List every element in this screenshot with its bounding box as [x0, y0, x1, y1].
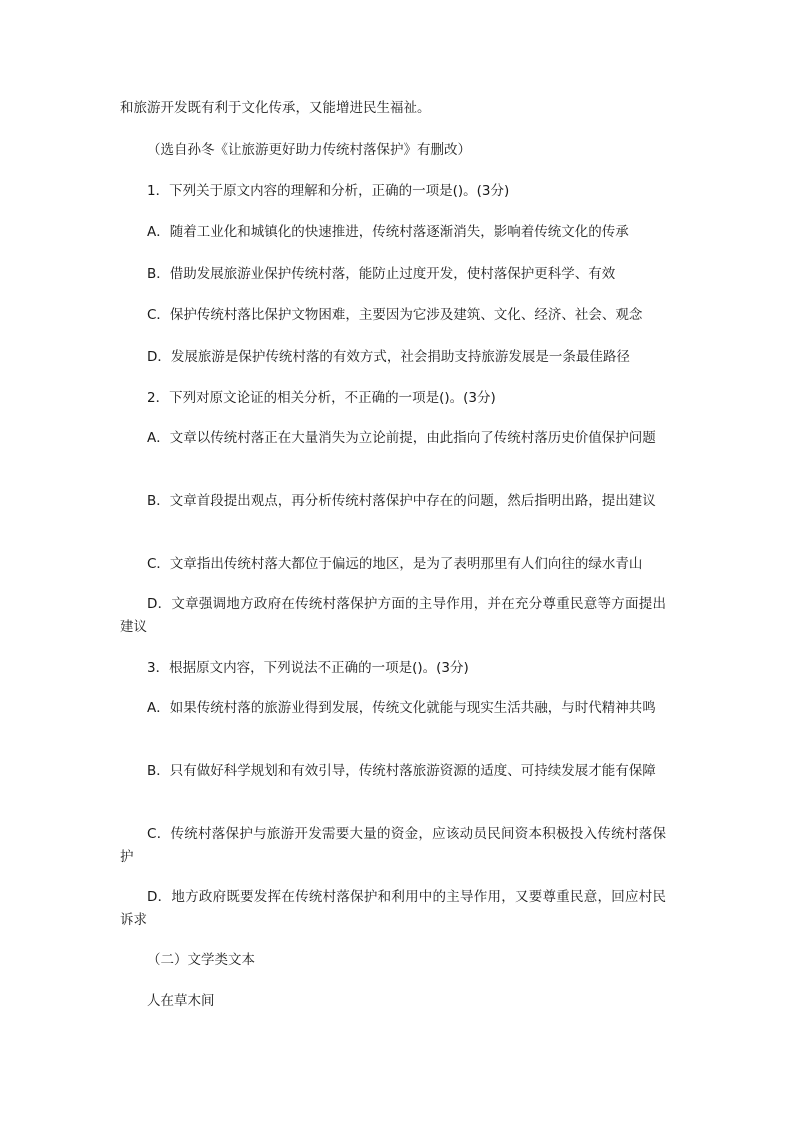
question-1-option-b: B．借助发展旅游业保护传统村落，能防止过度开发，使村落保护更科学、有效: [147, 266, 616, 282]
source-citation: （选自孙冬《让旅游更好助力传统村落保护》有删改）: [147, 142, 471, 158]
article-title: 人在草木间: [147, 993, 215, 1009]
question-3-option-c: C．传统村落保护与旅游开发需要大量的资金，应该动员民间资本积极投入传统村落保护: [120, 826, 666, 865]
question-2-option-d: D．文章强调地方政府在传统村落保护方面的主导作用，并在充分尊重民意等方面提出建议: [120, 596, 666, 635]
question-2-option-b: B．文章首段提出观点，再分析传统村落保护中存在的问题，然后指明出路，提出建议: [147, 493, 656, 509]
question-3-stem: 3．根据原文内容，下列说法不正确的一项是()。(3分): [147, 660, 469, 676]
question-2-option-a: A．文章以传统村落正在大量消失为立论前提，由此指向了传统村落历史价值保护问题: [147, 430, 656, 446]
intro-line: 和旅游开发既有利于文化传承，又能增进民生福祉。: [120, 100, 431, 116]
question-1-option-d: D．发展旅游是保护传统村落的有效方式，社会捐助支持旅游发展是一条最佳路径: [147, 349, 630, 365]
question-3-option-d: D．地方政府既要发挥在传统村落保护和利用中的主导作用，又要尊重民意，回应村民诉求: [120, 889, 666, 928]
question-1-stem: 1．下列关于原文内容的理解和分析，正确的一项是()。(3分): [147, 183, 510, 199]
question-3-option-b: B．只有做好科学规划和有效引导，传统村落旅游资源的适度、可持续发展才能有保障: [147, 763, 656, 779]
question-2-stem: 2．下列对原文论证的相关分析，不正确的一项是()。(3分): [147, 390, 496, 406]
question-3-option-a: A．如果传统村落的旅游业得到发展，传统文化就能与现实生活共融，与时代精神共鸣: [147, 700, 656, 716]
question-1-option-a: A．随着工业化和城镇化的快速推进，传统村落逐渐消失，影响着传统文化的传承: [147, 224, 629, 240]
question-2-option-c: C．文章指出传统村落大都位于偏远的地区，是为了表明那里有人们向往的绿水青山: [147, 556, 643, 572]
section-heading: （二）文学类文本: [147, 952, 255, 968]
question-1-option-c: C．保护传统村落比保护文物困难，主要因为它涉及建筑、文化、经济、社会、观念: [147, 307, 643, 323]
